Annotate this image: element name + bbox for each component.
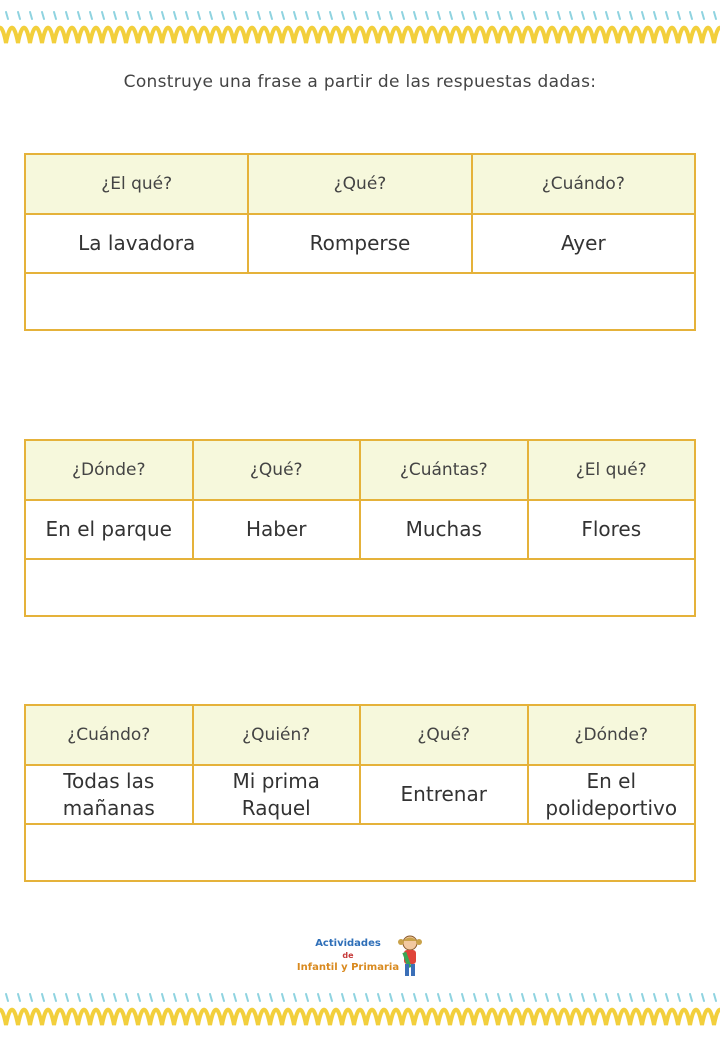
tick-mark [594, 994, 596, 1001]
tick-mark [114, 12, 116, 19]
tick-mark [102, 994, 104, 1001]
logo-line-3: Infantil y Primaria [296, 962, 400, 973]
tick-mark [582, 12, 584, 19]
tick-mark [702, 994, 704, 1001]
tick-mark [306, 994, 308, 1001]
tick-mark [570, 12, 572, 19]
tick-mark [450, 994, 452, 1001]
tick-mark [510, 994, 512, 1001]
tick-mark [402, 994, 404, 1001]
question-header: ¿Qué? [193, 440, 361, 500]
tick-mark [282, 994, 284, 1001]
answer-cell: Todas las mañanas [25, 765, 193, 824]
tick-mark [6, 994, 8, 1001]
tick-mark [414, 12, 416, 19]
answer-cell: Haber [193, 500, 361, 559]
tick-mark [462, 12, 464, 19]
tick-mark [426, 12, 428, 19]
question-header: ¿El qué? [528, 440, 696, 500]
tick-mark [42, 994, 44, 1001]
tick-mark [174, 12, 176, 19]
answer-cell: La lavadora [25, 214, 248, 273]
tick-mark [318, 12, 320, 19]
logo-line-2: de [342, 951, 354, 960]
zigzag-line [0, 1010, 720, 1025]
tick-mark [498, 994, 500, 1001]
tick-mark [6, 12, 8, 19]
tick-mark [354, 12, 356, 19]
tick-mark [450, 12, 452, 19]
question-header: ¿Cuándo? [472, 154, 695, 214]
question-header: ¿Qué? [248, 154, 471, 214]
tick-mark [558, 12, 560, 19]
instruction-text: Construye una frase a partir de las respuestas dadas: [123, 72, 597, 92]
tick-mark [294, 12, 296, 19]
worksheet-table-2 [24, 439, 696, 617]
answer-cell: En el polideportivo [528, 765, 696, 824]
tick-mark [30, 994, 32, 1001]
tick-mark [462, 994, 464, 1001]
tick-mark [198, 994, 200, 1001]
worksheet-table-3 [24, 704, 696, 882]
question-header: ¿Qué? [360, 705, 528, 765]
tick-mark [498, 12, 500, 19]
tick-mark [630, 12, 632, 19]
tick-mark [594, 12, 596, 19]
tick-mark [366, 12, 368, 19]
tick-mark [402, 12, 404, 19]
tick-mark [690, 994, 692, 1001]
tick-mark [570, 994, 572, 1001]
tick-mark [210, 994, 212, 1001]
tick-mark [714, 994, 716, 1001]
tick-mark [90, 994, 92, 1001]
tick-mark [258, 994, 260, 1001]
tick-mark [510, 12, 512, 19]
question-header: ¿El qué? [25, 154, 248, 214]
answer-cell: Entrenar [360, 765, 528, 824]
tick-mark [642, 994, 644, 1001]
tick-mark [534, 994, 536, 1001]
tick-mark [474, 994, 476, 1001]
tick-mark [342, 12, 344, 19]
tick-mark [186, 12, 188, 19]
tick-mark [126, 12, 128, 19]
tick-mark [102, 12, 104, 19]
tick-mark [678, 12, 680, 19]
tick-mark [186, 994, 188, 1001]
tick-mark [66, 12, 68, 19]
tick-mark [546, 12, 548, 19]
question-header: ¿Dónde? [25, 440, 193, 500]
answer-cell: Romperse [248, 214, 471, 273]
tick-mark [618, 12, 620, 19]
tick-mark [222, 994, 224, 1001]
question-header: ¿Dónde? [528, 705, 696, 765]
tick-mark [414, 994, 416, 1001]
tick-mark [666, 994, 668, 1001]
worksheet-table-1 [24, 153, 696, 331]
tick-mark [654, 12, 656, 19]
tick-mark [222, 12, 224, 19]
tick-mark [342, 994, 344, 1001]
tick-mark [546, 994, 548, 1001]
answer-cell: En el parque [25, 500, 193, 559]
tick-mark [174, 994, 176, 1001]
tick-mark [330, 12, 332, 19]
tick-mark [630, 994, 632, 1001]
tick-mark [18, 994, 20, 1001]
tick-mark [198, 12, 200, 19]
tick-mark [306, 12, 308, 19]
tick-mark [90, 12, 92, 19]
tick-mark [678, 994, 680, 1001]
tick-mark [234, 12, 236, 19]
tick-mark [294, 994, 296, 1001]
sentence-write-area[interactable] [25, 559, 695, 616]
child-mascot-icon [396, 934, 424, 978]
tick-mark [150, 994, 152, 1001]
tick-mark [702, 12, 704, 19]
answer-cell: Muchas [360, 500, 528, 559]
tick-mark [138, 12, 140, 19]
tick-mark [114, 994, 116, 1001]
answer-cell: Mi prima Raquel [193, 765, 361, 824]
tick-mark [234, 994, 236, 1001]
tick-mark [378, 12, 380, 19]
tick-mark [654, 994, 656, 1001]
tick-mark [42, 12, 44, 19]
tick-mark [210, 12, 212, 19]
tick-mark [618, 994, 620, 1001]
tick-mark [54, 994, 56, 1001]
tick-mark [378, 994, 380, 1001]
tick-mark [78, 12, 80, 19]
tick-mark [162, 12, 164, 19]
tick-mark [582, 994, 584, 1001]
tick-mark [282, 12, 284, 19]
answer-cell: Flores [528, 500, 696, 559]
site-logo [296, 934, 426, 980]
tick-mark [138, 994, 140, 1001]
tick-mark [666, 12, 668, 19]
tick-mark [390, 12, 392, 19]
tick-mark [438, 994, 440, 1001]
tick-mark [438, 12, 440, 19]
tick-mark [246, 994, 248, 1001]
tick-mark [690, 12, 692, 19]
tick-mark [390, 994, 392, 1001]
tick-mark [318, 994, 320, 1001]
tick-mark [18, 12, 20, 19]
sentence-write-area[interactable] [25, 824, 695, 881]
answer-cell: Ayer [472, 214, 695, 273]
top-zigzag-border [0, 8, 720, 52]
tick-mark [270, 994, 272, 1001]
tick-mark [270, 12, 272, 19]
tick-mark [366, 994, 368, 1001]
question-header: ¿Cuántas? [360, 440, 528, 500]
tick-mark [426, 994, 428, 1001]
tick-mark [606, 12, 608, 19]
tick-mark [642, 12, 644, 19]
tick-mark [486, 994, 488, 1001]
tick-mark [30, 12, 32, 19]
tick-mark [534, 12, 536, 19]
tick-mark [78, 994, 80, 1001]
bottom-zigzag-border [0, 990, 720, 1034]
tick-mark [714, 12, 716, 19]
tick-mark [354, 994, 356, 1001]
tick-mark [522, 12, 524, 19]
tick-mark [474, 12, 476, 19]
sentence-write-area[interactable] [25, 273, 695, 330]
tick-mark [606, 994, 608, 1001]
tick-mark [162, 994, 164, 1001]
tick-mark [522, 994, 524, 1001]
tick-mark [126, 994, 128, 1001]
tick-mark [258, 12, 260, 19]
zigzag-line [0, 28, 720, 43]
tick-mark [54, 12, 56, 19]
tick-mark [66, 994, 68, 1001]
tick-mark [558, 994, 560, 1001]
tick-mark [246, 12, 248, 19]
tick-mark [150, 12, 152, 19]
tick-mark [330, 994, 332, 1001]
logo-line-1: Actividades [315, 938, 381, 949]
question-header: ¿Quién? [193, 705, 361, 765]
tick-mark [486, 12, 488, 19]
question-header: ¿Cuándo? [25, 705, 193, 765]
